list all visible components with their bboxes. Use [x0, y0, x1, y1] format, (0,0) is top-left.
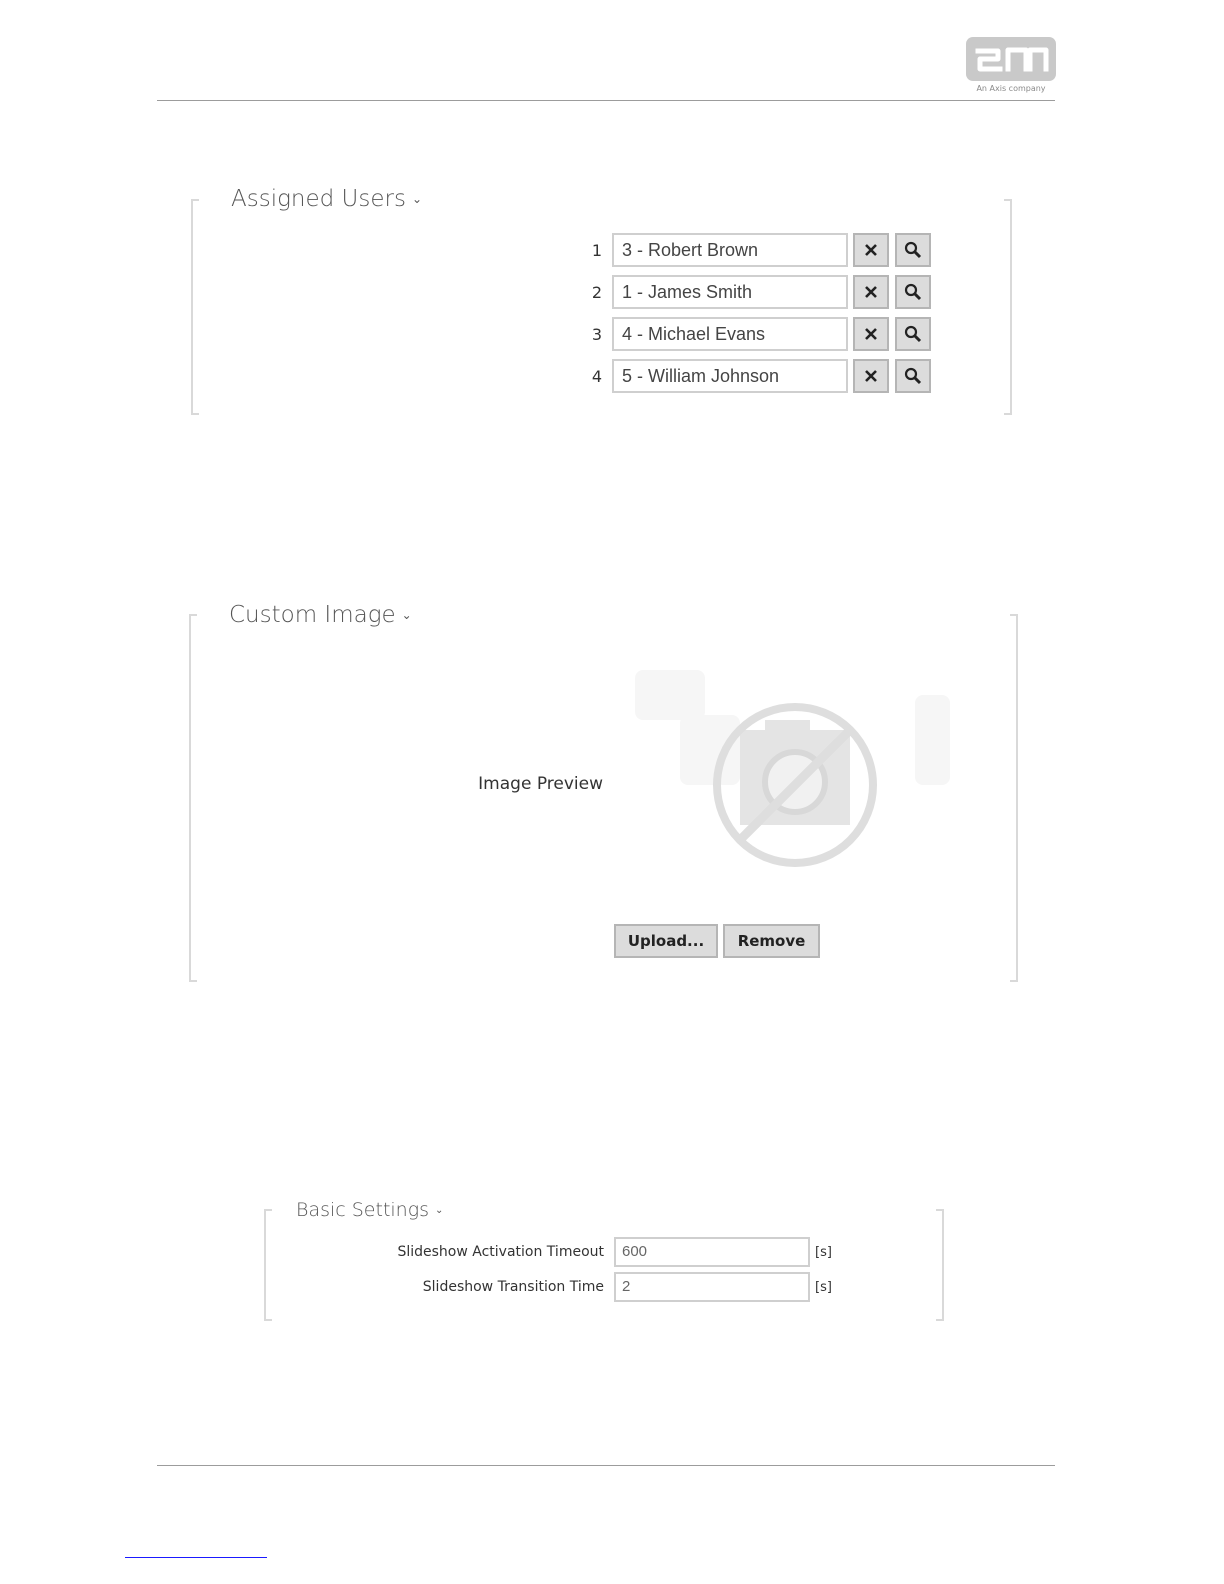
- chevron-down-icon: ⌄: [435, 1205, 444, 1216]
- close-icon: [865, 286, 877, 298]
- user-list: [582, 233, 931, 393]
- setting-row-activation-timeout: [304, 1237, 832, 1267]
- remove-user-button[interactable]: [853, 359, 889, 393]
- unit-label: [s]: [815, 1244, 832, 1260]
- image-preview-label: Image Preview: [478, 774, 603, 794]
- close-icon: [865, 328, 877, 340]
- close-icon: [865, 244, 877, 256]
- section-header-basic-settings[interactable]: [296, 1199, 443, 1221]
- user-input[interactable]: 4 - Michael Evans: [612, 317, 848, 351]
- search-user-button[interactable]: [895, 317, 931, 351]
- field-label: Slideshow Activation Timeout: [397, 1244, 604, 1260]
- field-label: Slideshow Transition Time: [422, 1279, 604, 1295]
- upload-button[interactable]: Upload...: [614, 924, 718, 958]
- chevron-down-icon: ⌄: [411, 192, 422, 206]
- transition-time-input[interactable]: 2: [614, 1272, 810, 1302]
- user-row: [582, 359, 931, 393]
- row-index: 3: [591, 324, 602, 344]
- section-header-assigned-users[interactable]: [231, 186, 422, 212]
- search-icon: [904, 325, 922, 343]
- search-icon: [904, 283, 922, 301]
- search-user-button[interactable]: [895, 359, 931, 393]
- remove-user-button[interactable]: [853, 317, 889, 351]
- header-divider: [157, 100, 1055, 101]
- section-bracket-left: [189, 614, 197, 982]
- no-image-placeholder-icon: [625, 660, 960, 880]
- user-row: [582, 275, 931, 309]
- footer-link-underline[interactable]: [125, 1557, 267, 1558]
- user-row: [582, 233, 931, 267]
- section-title: Custom Image: [229, 602, 396, 628]
- section-bracket-right: [1010, 614, 1018, 982]
- user-input[interactable]: 1 - James Smith: [612, 275, 848, 309]
- user-input[interactable]: 3 - Robert Brown: [612, 233, 848, 267]
- row-index: 2: [591, 282, 602, 302]
- section-bracket-left: [264, 1209, 272, 1321]
- user-input[interactable]: 5 - William Johnson: [612, 359, 848, 393]
- footer-divider: [157, 1465, 1055, 1466]
- setting-row-transition-time: [304, 1272, 832, 1302]
- section-bracket-left: [191, 199, 199, 415]
- search-icon: [904, 367, 922, 385]
- activation-timeout-input[interactable]: 600: [614, 1237, 810, 1267]
- section-title: Assigned Users: [231, 186, 406, 212]
- logo-2n-icon: [966, 37, 1056, 81]
- section-header-custom-image[interactable]: [229, 602, 412, 628]
- remove-button[interactable]: Remove: [723, 924, 820, 958]
- logo-tagline: An Axis company: [976, 84, 1046, 93]
- close-icon: [865, 370, 877, 382]
- search-icon: [904, 241, 922, 259]
- section-title: Basic Settings: [296, 1199, 430, 1221]
- unit-label: [s]: [815, 1279, 832, 1295]
- user-row: [582, 317, 931, 351]
- chevron-down-icon: ⌄: [401, 608, 412, 622]
- section-bracket-right: [1004, 199, 1012, 415]
- row-index: 4: [591, 366, 602, 386]
- remove-user-button[interactable]: [853, 233, 889, 267]
- section-bracket-right: [936, 1209, 944, 1321]
- remove-user-button[interactable]: [853, 275, 889, 309]
- search-user-button[interactable]: [895, 233, 931, 267]
- brand-logo: [966, 37, 1056, 81]
- search-user-button[interactable]: [895, 275, 931, 309]
- row-index: 1: [591, 240, 602, 260]
